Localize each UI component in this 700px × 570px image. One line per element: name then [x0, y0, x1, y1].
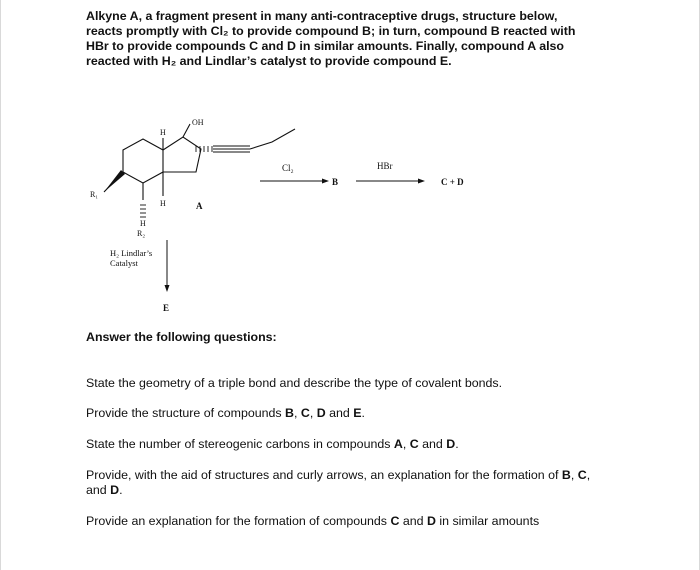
- question-5-text: Provide an explanation for the formation of compounds: [86, 514, 391, 528]
- question-3-mid: and: [418, 437, 447, 451]
- label-compound-e: E: [163, 303, 170, 313]
- question-3: [86, 437, 626, 452]
- question-4-d: D: [110, 483, 120, 497]
- question-3-c: C: [409, 437, 419, 451]
- question-4-sep1: ,: [570, 468, 578, 482]
- r1-wedge: [104, 170, 125, 192]
- question-2: [86, 406, 626, 421]
- arrow-cl2-head: [322, 179, 329, 184]
- question-4-b: B: [561, 468, 571, 482]
- question-4-post: .: [119, 483, 123, 497]
- question-4: [86, 468, 626, 498]
- question-2-mid: and: [325, 406, 354, 420]
- question-3-a: A: [393, 437, 403, 451]
- label-r1: R₁: [90, 190, 99, 199]
- question-4-c: C: [577, 468, 587, 482]
- reagent-lindlar-1: H₂ Lindlar’s: [110, 248, 153, 258]
- question-5-post: in similar amounts: [435, 514, 540, 528]
- label-compound-b: B: [332, 177, 339, 187]
- label-compounds-cd: C + D: [441, 177, 464, 187]
- answer-heading: Answer the following questions:: [86, 330, 277, 344]
- reagent-cl2: Cl₂: [282, 163, 294, 173]
- question-2-sep1: ,: [294, 406, 301, 420]
- arrow-hbr-head: [418, 179, 425, 184]
- question-5: [86, 514, 626, 529]
- arrow-lindlar-head: [165, 285, 170, 292]
- question-3-sep1: ,: [402, 437, 410, 451]
- question-1: State the geometry of a triple bond and describe the type of covalent bonds.: [86, 376, 503, 390]
- label-h-right: H: [160, 199, 166, 208]
- ring-six: [123, 139, 163, 183]
- question-5-mid: and: [399, 514, 427, 528]
- question-4-line2: and: [86, 483, 111, 497]
- problem-line-4: reacted with H₂ and Lindlar’s catalyst to provide compound E.: [86, 54, 452, 68]
- problem-line-1: Alkyne A, a fragment present in many anti-contraceptive drugs, structure below,: [86, 9, 558, 23]
- question-2-post: .: [361, 406, 365, 420]
- oh-bond: [183, 124, 190, 137]
- label-compound-a: A: [196, 201, 203, 211]
- question-4-sep2: ,: [586, 468, 591, 482]
- question-5-d: D: [426, 514, 436, 528]
- question-5-c: C: [390, 514, 400, 528]
- question-3-post: .: [455, 437, 459, 451]
- question-2-d: D: [316, 406, 326, 420]
- ethyl-tail: [250, 129, 295, 149]
- label-r2: R₂: [137, 229, 146, 238]
- question-3-text: State the number of stereogenic carbons in compounds: [86, 437, 394, 451]
- label-h-top: H: [160, 128, 166, 137]
- reagent-hbr: HBr: [377, 161, 393, 171]
- question-3-d: D: [446, 437, 456, 451]
- question-2-sep2: ,: [309, 406, 317, 420]
- ring-five: [163, 137, 201, 172]
- label-oh: OH: [192, 118, 204, 127]
- problem-line-2: reacts promptly with Cl₂ to provide compound B; in turn, compound B reacted with: [86, 24, 576, 38]
- question-2-b: B: [285, 406, 294, 420]
- question-2-e: E: [353, 406, 362, 420]
- question-2-text: Provide the structure of compounds: [86, 406, 286, 420]
- question-4-text: Provide, with the aid of structures and curly arrows, an explanation for the formation of: [86, 468, 562, 482]
- reagent-lindlar-2: Catalyst: [110, 258, 138, 268]
- label-h-left: H: [140, 219, 146, 228]
- question-2-c: C: [300, 406, 310, 420]
- steroid-skeleton: [104, 124, 295, 200]
- problem-line-3: HBr to provide compounds C and D in similar amounts. Finally, compound A also: [86, 39, 565, 53]
